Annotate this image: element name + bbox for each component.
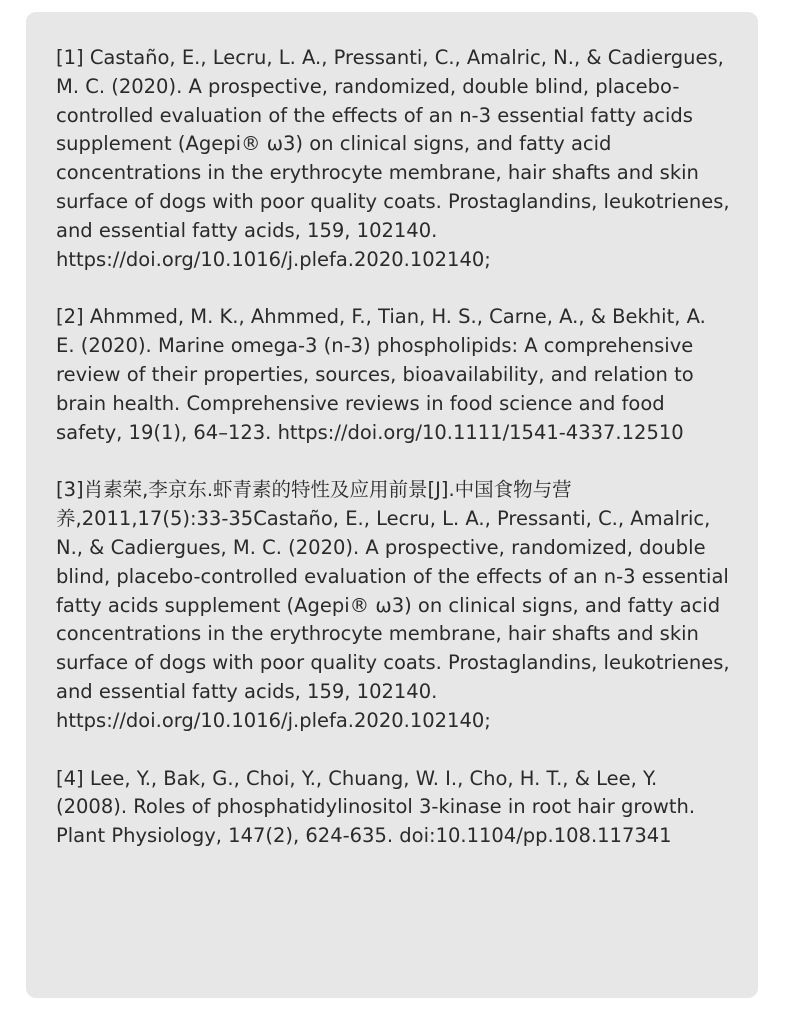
references-card [26,12,758,998]
reference-item-1: [1] Castaño, E., Lecru, L. A., Pressanti, C., Amalric, N., & Cadiergues, M. C. (2020). A prospective, randomized, double blind, placebo-controlled evaluation of the effects of an n-3 essential fatty acids supplement (Agepi® ω3) on clinical signs, and fatty acid concentrations in the erythrocyte membrane, hair shafts and skin surface of dogs with poor quality coats. Prostaglandins, leukotrienes, and essential fatty acids, 159, 102140. https://doi.org/10.1016/j.plefa.2020.102140; [56,46,730,271]
reference-item-2: [2] Ahmmed, M. K., Ahmmed, F., Tian, H. S., Carne, A., & Bekhit, A. E. (2020). Marine omega-3 (n-3) phospholipids: A comprehensive review of their properties, sources, bioavailability, and relation to brain health. Comprehensive reviews in food science and food safety, 19(1), 64–123. https://doi.org/10.1111/1541-4337.12510 [56,305,706,444]
reference-item-4: [4] Lee, Y., Bak, G., Choi, Y., Chuang, W. I., Cho, H. T., & Lee, Y. (2008). Roles of phosphatidylinositol 3-kinase in root hair growth. Plant Physiology, 147(2), 624-635. doi:10.1104/pp.108.117341 [56,766,696,848]
reference-item-3: [3]肖素荣,李京东.虾青素的特性及应用前景[J].中国食物与营养,2011,17(5):33-35Castaño, E., Lecru, L. A., Pressanti, C., Amalric, N., & Cadiergues, M. C. (2020). A prospective, randomized, double blind, placebo-controlled evaluation of the effects of an n-3 essential fatty acids supplement (Agepi® ω3) on clinical signs, and fatty acid concentrations in the erythrocyte membrane, hair shafts and skin surface of dogs with poor quality coats. Prostaglandins, leukotrienes, and essential fatty acids, 159, 102140. https://doi.org/10.1016/j.plefa.2020.102140; [56,478,730,732]
